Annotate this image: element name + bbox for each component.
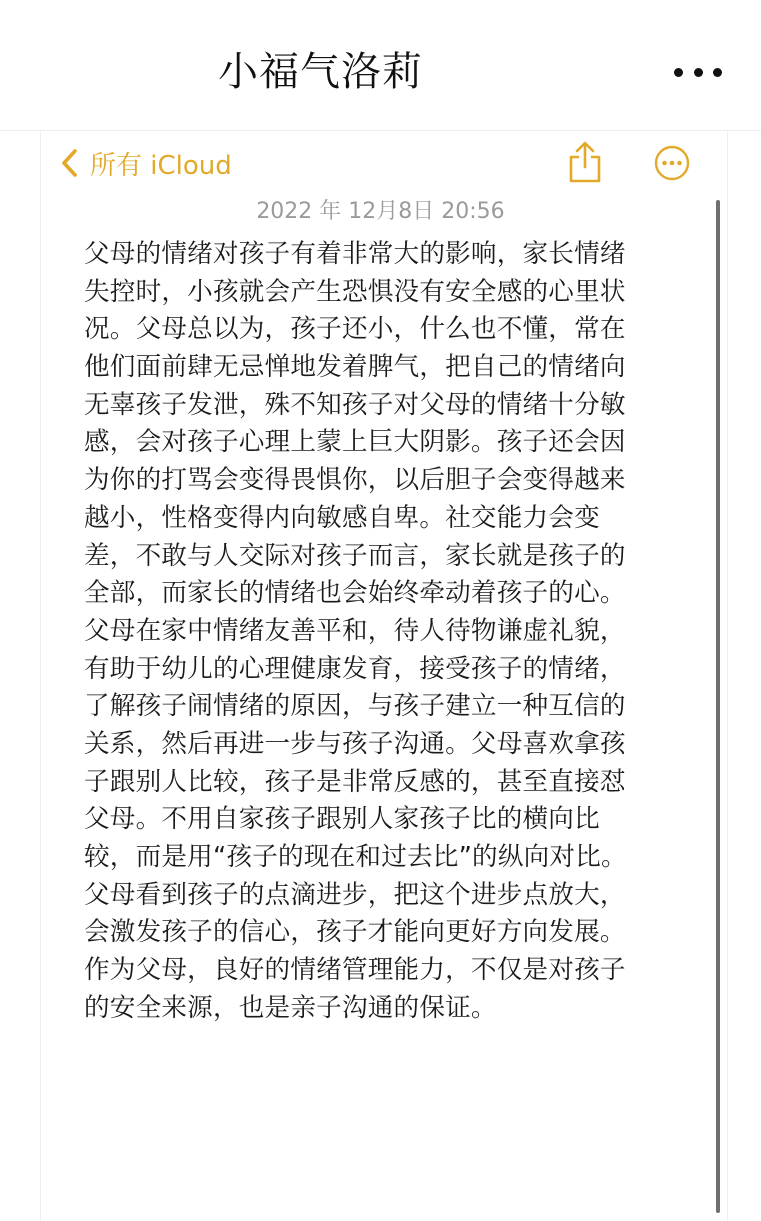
back-to-all-icloud-button[interactable] bbox=[60, 142, 232, 184]
more-circle-icon bbox=[654, 145, 690, 181]
note-text-line: 他们面前肆无忌惮地发着脾气，把自己的情绪向 bbox=[84, 352, 626, 383]
share-button[interactable] bbox=[566, 140, 604, 184]
note-date: 2022 年 12月8日 20:56 bbox=[256, 199, 505, 224]
share-icon bbox=[566, 140, 604, 184]
more-dot-icon bbox=[674, 68, 683, 77]
note-text-line: 较，而是用“孩子的现在和过去比”的纵向对比。 bbox=[84, 842, 627, 872]
note-text-line: 失控时，小孩就会产生恐惧没有安全感的心里状 bbox=[84, 276, 626, 307]
note-text-line: 作为父母，良好的情绪管理能力，不仅是对孩子 bbox=[84, 955, 626, 986]
note-menu-button[interactable] bbox=[654, 145, 690, 181]
note-text-line: 父母在家中情绪友善平和，待人待物谦虚礼貌， bbox=[84, 615, 626, 646]
note-text-line: 父母。不用自家孩子跟别人家孩子比的横向比 bbox=[84, 804, 600, 835]
note-text-line: 了解孩子闹情绪的原因，与孩子建立一种互信的 bbox=[84, 691, 626, 722]
note-text-line: 父母的情绪对孩子有着非常大的影响，家长情绪 bbox=[84, 239, 626, 269]
chevron-left-icon bbox=[60, 148, 78, 178]
note-text-line: 越小，性格变得内向敏感自卑。社交能力会变 bbox=[84, 502, 600, 533]
note-text-line: 感，会对孩子心理上蒙上巨大阴影。孩子还会因 bbox=[84, 427, 626, 458]
more-dot-icon bbox=[713, 68, 722, 77]
note-text-line: 差，不敢与人交际对孩子而言，家长就是孩子的 bbox=[84, 540, 626, 571]
note-body[interactable] bbox=[84, 236, 674, 1027]
note-text-line: 父母看到孩子的点滴进步，把这个进步点放大， bbox=[84, 879, 626, 910]
note-text-line: 无辜孩子发泄，殊不知孩子对父母的情绪十分敏 bbox=[84, 389, 626, 420]
note-text-line: 有助于幼儿的心理健康发育，接受孩子的情绪， bbox=[84, 653, 626, 684]
note-text-line: 况。父母总以为，孩子还小，什么也不懂，常在 bbox=[84, 314, 626, 345]
note-text-line: 会激发孩子的信心，孩子才能向更好方向发展。 bbox=[84, 917, 626, 948]
app-header bbox=[0, 0, 761, 131]
note-text-line: 全部，而家长的情绪也会始终牵动着孩子的心。 bbox=[84, 578, 626, 609]
page-title: 小福气洛莉 bbox=[218, 49, 423, 95]
note-text-line: 关系，然后再进一步与孩子沟通。父母喜欢拿孩 bbox=[84, 728, 626, 759]
more-dot-icon bbox=[694, 68, 703, 77]
scrollbar[interactable] bbox=[716, 200, 720, 1213]
note-text-line: 子跟别人比较，孩子是非常反感的，甚至直接怼 bbox=[84, 766, 626, 797]
note-text-line: 的安全来源，也是亲子沟通的保证。 bbox=[84, 992, 497, 1023]
note-text-line: 为你的打骂会变得畏惧你，以后胆子会变得越来 bbox=[84, 465, 626, 496]
more-options-button[interactable] bbox=[674, 60, 722, 84]
back-label: 所有 iCloud bbox=[90, 150, 232, 181]
